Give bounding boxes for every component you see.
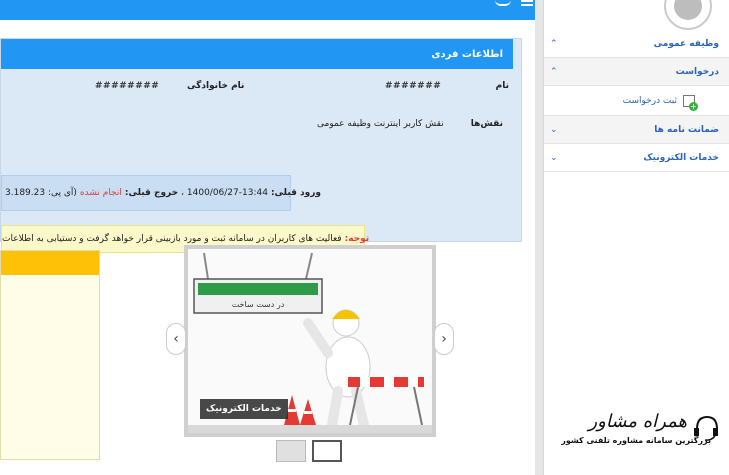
announcement-header (1, 251, 99, 275)
chevron-left-icon[interactable]: ‹ (166, 323, 186, 355)
last-enter-value: 1400/06/27-13:44 ، (181, 188, 268, 198)
notice-text: فعالیت های کاربران در سامانه ثبت و مورد بازبینی قرار خواهد گرفت و دستیابی به اطلاعات (2, 234, 342, 244)
sidebar-item-guarantees[interactable] (544, 116, 729, 144)
family-value: ######## (95, 81, 160, 91)
roles-value: نقش کاربر اینترنت وظیفه عمومی (317, 119, 444, 129)
sidebar-subitem-label: ثبت درخواست (622, 95, 677, 106)
slide-thumbnail-active[interactable] (312, 440, 342, 462)
sidebar-item-e-services[interactable] (544, 144, 729, 172)
sidebar (543, 0, 729, 475)
chevron-down-icon: ⌄ (550, 152, 558, 163)
sidebar-item-label: ضمانت نامه ها (654, 124, 719, 135)
slide-thumbnail[interactable] (276, 440, 306, 462)
sidebar-item-public-duty[interactable] (544, 30, 729, 58)
announcement-box (0, 250, 100, 460)
top-bar (0, 0, 543, 20)
last-enter-label: ورود قبلی: (270, 188, 322, 198)
add-document-icon (683, 95, 695, 107)
logo-subtitle: بزرگترین سامانه مشاوره تلفنی کشور (561, 436, 711, 445)
scrollbar[interactable] (535, 0, 543, 475)
last-exit-label: خروج قبلی: (124, 188, 179, 198)
family-label: نام خانوادگی (187, 81, 245, 91)
chevron-right-icon[interactable]: › (434, 323, 454, 355)
user-icon[interactable] (495, 0, 511, 6)
notice-title: توجه: (344, 234, 370, 244)
sidebar-item-request[interactable] (544, 58, 729, 86)
sidebar-item-label: درخواست (675, 66, 719, 77)
chevron-down-icon: ⌄ (550, 124, 558, 135)
chevron-up-icon: ⌃ (550, 38, 558, 49)
sidebar-item-label: خدمات الکترونیک (643, 152, 719, 163)
roles-label: نقش‌ها (470, 119, 503, 129)
avatar-area (544, 0, 729, 30)
name-value: ####### (385, 81, 442, 91)
logo-title: همراه مشاور (588, 411, 687, 432)
slider-thumbnails (276, 440, 342, 462)
chevron-up-icon: ⌃ (550, 66, 558, 77)
watermark-logo (551, 411, 721, 469)
panel-title: اطلاعات فردی (1, 39, 513, 69)
last-ip: (آی پی: 3.189.23 (5, 188, 77, 198)
last-exit-value: انجام نشده (79, 188, 122, 198)
headset-icon (691, 413, 721, 443)
last-login-box (1, 175, 322, 211)
sign-text: در دست ساخت (231, 300, 285, 309)
name-label: نام (495, 81, 509, 91)
image-slider[interactable] (184, 245, 436, 437)
personal-info-panel (0, 38, 522, 242)
slide-caption: خدمات الکترونیک (200, 399, 288, 419)
sidebar-subitem-submit-request[interactable] (544, 86, 729, 116)
avatar[interactable] (664, 0, 712, 30)
sidebar-item-label: وظیفه عمومی (653, 38, 719, 49)
menu-icon[interactable] (521, 0, 533, 6)
